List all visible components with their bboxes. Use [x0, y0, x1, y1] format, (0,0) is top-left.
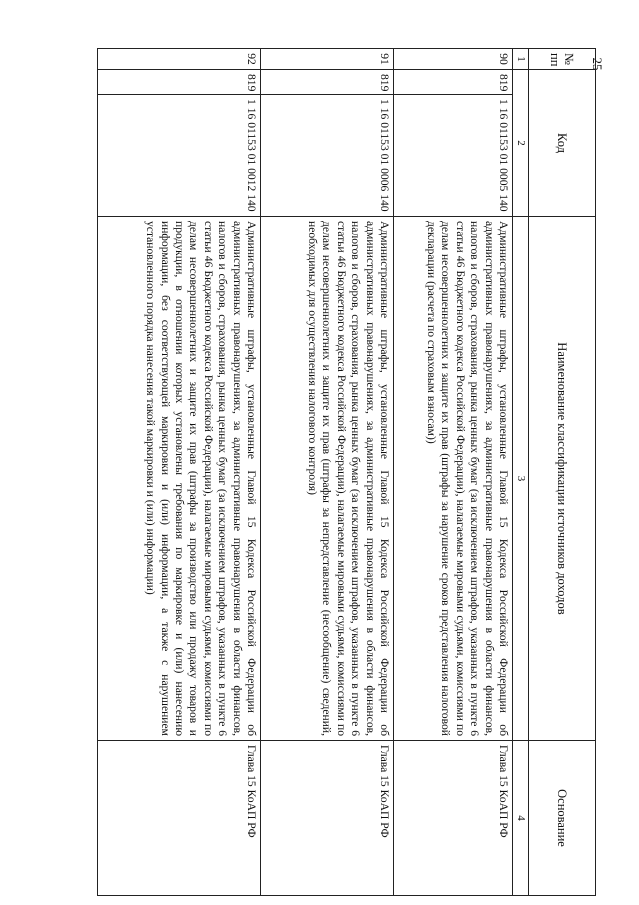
row-name: Административные штрафы, установленные Главой 15 Кодекса Российской Федерации об административных правонарушениях, за административные правонарушения в области финансов, налогов и сборов, страхования, рынка ценных бумаг (за исключением штрафов, указанных в пункте 6 статьи 46 Бюджетного кодекса Российской Федерации), налагаемые мировыми судьями, комиссиями по делам несовершеннолетних и защите их прав (штрафы за непредставление (несообщение) сведений, необходимых для осуществления налогового контроля): [261, 217, 394, 741]
page-number: 25: [590, 57, 605, 71]
row-name: Административные штрафы, установленные Главой 15 Кодекса Российской Федерации об административных правонарушениях, за административные правонарушения в области финансов, налогов и сборов, страхования, рынка ценных бумаг (за исключением штрафов, указанных в пункте 6 статьи 46 Бюджетного кодекса Российской Федерации), налагаемые мировыми судьями, комиссиями по делам несовершеннолетних и защите их прав (штрафы за нарушение сроков представления налоговой декларации (расчета по страховым взносам)): [394, 217, 513, 741]
row-number: 90: [394, 49, 513, 70]
header-name: Наименование классификации источников доходов: [529, 217, 596, 741]
document-sheet: [144, 48, 596, 895]
column-number-2: 2: [513, 70, 529, 217]
row-code: 1 16 01153 01 0012 140: [98, 95, 261, 217]
row-code: 1 16 01153 01 0006 140: [261, 95, 394, 217]
row-number: 91: [261, 49, 394, 70]
column-number-3: 3: [513, 217, 529, 741]
table-header-row: [529, 49, 596, 896]
row-number: 92: [98, 49, 261, 70]
revenue-classification-table: [97, 48, 596, 896]
table-column-numbers-row: [513, 49, 529, 896]
row-code: 1 16 01153 01 0005 140: [394, 95, 513, 217]
row-basis: Глава 15 КоАП РФ: [394, 741, 513, 896]
table-row: [394, 49, 513, 896]
header-basis: Основание: [529, 741, 596, 896]
table-row: [98, 49, 261, 896]
row-admin-code: 819: [261, 70, 394, 95]
row-admin-code: 819: [98, 70, 261, 95]
header-num: № пп: [529, 49, 596, 70]
row-admin-code: 819: [394, 70, 513, 95]
row-name: Административные штрафы, установленные Главой 15 Кодекса Российской Федерации об административных правонарушениях, за административные правонарушения в области финансов, налогов и сборов, страхования, рынка ценных бумаг (за исключением штрафов, указанных в пункте 6 статьи 46 Бюджетного кодекса Российской Федерации), налагаемые мировыми судьями, комиссиями по делам несовершеннолетних и защите их прав (штрафы за производство или продажу товаров и продукции, в отношении которых установлены требования по маркировке и (или) нанесению информации, без соответствующей маркировки и (или) информации, а также с нарушением установленного порядка нанесения такой маркировки и (или) информации): [98, 217, 261, 741]
row-basis: Глава 15 КоАП РФ: [261, 741, 394, 896]
row-basis: Глава 15 КоАП РФ: [98, 741, 261, 896]
table-row: [261, 49, 394, 896]
column-number-1: 1: [513, 49, 529, 70]
header-code: Код: [529, 70, 596, 217]
column-number-4: 4: [513, 741, 529, 896]
